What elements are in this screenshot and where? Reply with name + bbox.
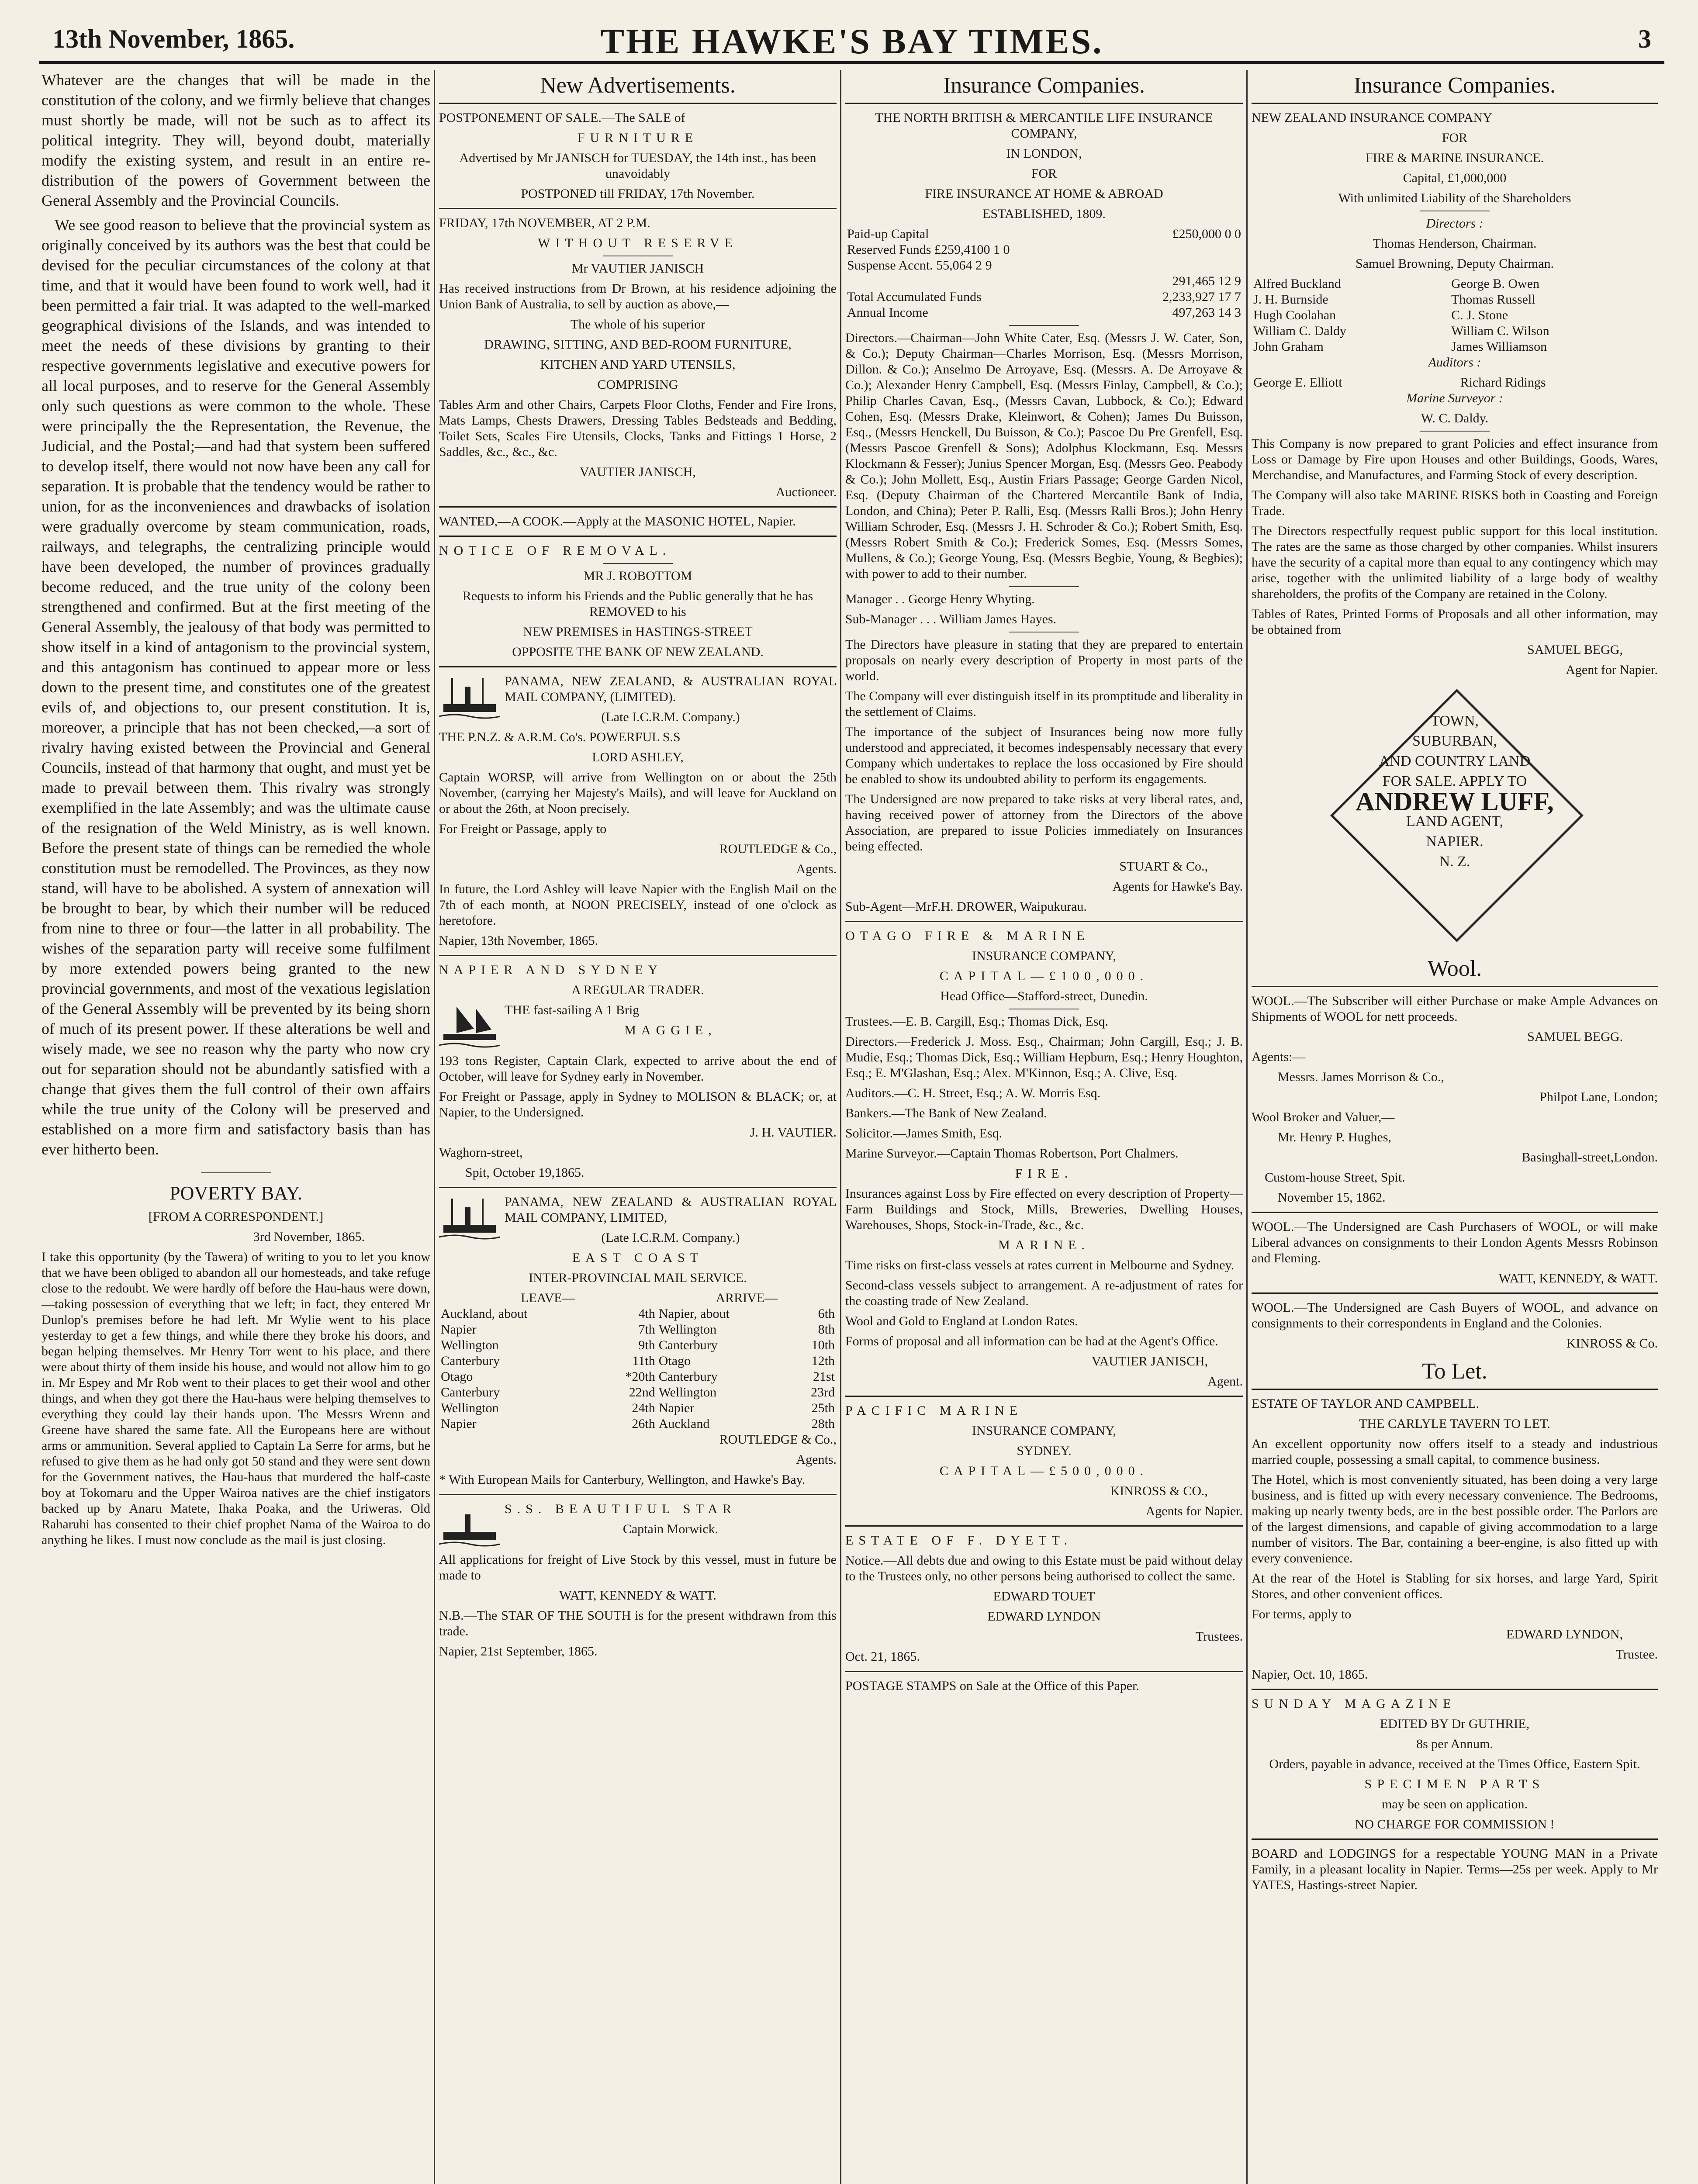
- director-row: [1252, 323, 1658, 339]
- tolet-para: At the rear of the Hotel is Stabling for six horses, and large Yard, Spirit Stores, and other convenient offices.: [1252, 1571, 1658, 1601]
- napier-sydney-sign: J. H. VAUTIER.: [750, 1125, 837, 1140]
- schedule-row-cell: Napier: [441, 1322, 477, 1337]
- schedule-row-cell: Wellington: [658, 1385, 717, 1400]
- funds-row-cell: £250,000 0 0: [1172, 227, 1241, 241]
- director-row-cell: C. J. Stone: [1451, 308, 1508, 322]
- luff-nz: N. Z.: [1439, 854, 1470, 870]
- schedule-row: [439, 1306, 837, 1322]
- schedule-row-cell: 12th: [811, 1354, 835, 1368]
- schedule-row-cell: Canterbury: [658, 1338, 718, 1352]
- panama-note: * With European Mails for Canterbury, Wellington, and Hawke's Bay.: [439, 1472, 806, 1487]
- nz-para: The Directors respectfully request public support for this local institution. The rates are the same as those charged by other companies. Whilst insurers have the security of a capital more than equal to any contingency which may arise, together with the unlimited liability of a large body of wealthy shareholders, the profits of the Company are retained in the Colony.: [1252, 524, 1658, 601]
- sale-reserve: WITHOUT RESERVE: [538, 236, 738, 250]
- nz-auditors-heading: Auditors :: [1428, 355, 1481, 370]
- nb-for: FOR: [1031, 166, 1057, 181]
- nz-para: This Company is now prepared to grant Policies and effect insurance from Loss or Damage by Fire upon Houses and other Buildings, Goods, Wares, Merchandise, and Manufactures, and Farming Stock of every description.: [1252, 436, 1658, 482]
- pacific-marine-advert: [845, 1403, 1243, 1519]
- funds-row: [845, 258, 1243, 273]
- otago-bankers: Bankers.—The Bank of New Zealand.: [845, 1106, 1047, 1120]
- removal-body: Requests to inform his Friends and the Public generally that he has REMOVED to his: [462, 589, 813, 619]
- otago-fire-heading: FIRE.: [1015, 1166, 1073, 1181]
- panama-agents: Agents.: [796, 1452, 837, 1467]
- schedule-row-cell: Auckland: [658, 1417, 710, 1431]
- napier-sydney-lead: THE fast-sailing A 1 Brig: [505, 1003, 640, 1017]
- nb-submanager: Sub-Manager . . . William James Hayes.: [845, 612, 1057, 626]
- panama-title: PANAMA, NEW ZEALAND & AUSTRALIAN ROYAL MAIL COMPANY, LIMITED,: [505, 1195, 837, 1225]
- luff-line: AND COUNTRY LAND: [1379, 753, 1531, 769]
- removal-title: NOTICE OF REMOVAL.: [439, 543, 671, 558]
- nz-agent-for: Agent for Napier.: [1566, 663, 1658, 677]
- otago-solicitor: Solicitor.—James Smith, Esq.: [845, 1126, 1003, 1140]
- sunday-magazine-advert: [1252, 1696, 1658, 1832]
- nz-directors-table: [1252, 276, 1658, 355]
- otago-marine-para: Second-class vessels subject to arrangement. A re-adjustment of rates for the coasting trade of New Zealand.: [845, 1278, 1243, 1308]
- schedule-row-cell: Wellington: [441, 1338, 499, 1352]
- wool-agent-line: Philpot Lane, London;: [1539, 1090, 1658, 1104]
- wool-body: WOOL.—The Undersigned are Cash Purchasers of WOOL, or will make Liberal advances on consignments to their London Agents Messrs Robinson and Fleming.: [1252, 1220, 1658, 1265]
- nz-liability: With unlimited Liability of the Shareholders: [1338, 191, 1571, 205]
- advert-item: FURNITURE: [577, 131, 699, 145]
- advert-date: POSTPONED till FRIDAY, 17th November.: [521, 187, 755, 201]
- panama-lord-ashley-advert: [439, 674, 837, 949]
- director-row: [1252, 339, 1658, 355]
- schedule-row-cell: Wellington: [441, 1401, 499, 1415]
- dyett-date: Oct. 21, 1865.: [845, 1649, 920, 1664]
- nz-chairman: Thomas Henderson, Chairman.: [1373, 236, 1537, 251]
- panama-agents: Agents.: [796, 862, 837, 876]
- sale-date: FRIDAY, 17th NOVEMBER, AT 2 P.M.: [439, 216, 650, 230]
- funds-row-cell: 497,263 14 3: [1172, 305, 1241, 320]
- director-row-cell: John Graham: [1253, 339, 1324, 354]
- nb-agents-for: Agents for Hawke's Bay.: [1112, 879, 1243, 894]
- column-rule: [434, 70, 435, 2184]
- beautiful-star-advert: [439, 1501, 837, 1659]
- star-date: Napier, 21st September, 1865.: [439, 1644, 598, 1659]
- schedule-row-cell: 8th: [818, 1322, 835, 1337]
- sale-items: Tables Arm and other Chairs, Carpets Floor Cloths, Fender and Fire Irons, Mats Lamps, Chests Drawers, Dressing Tables Bedsteads and Bedding, Toilet Sets, Scales Fire Utensils, Clocks, Tanks and Fittings 1 Horse, 2 Saddles, &c., &c., &c.: [439, 397, 837, 459]
- schedule-row-cell: 21st: [813, 1369, 835, 1384]
- panama-agent: ROUTLEDGE & Co.,: [719, 842, 837, 856]
- otago-capital: CAPITAL—£100,000.: [939, 969, 1149, 983]
- editorial-paragraph: We see good reason to believe that the provincial system as originally conceived by its authors was the best that could be devised for the peculiar circumstances of the colony at that time, and that it would have been found to work well, had it been permitted a fair trial. It was adapted to the well-marked geographical divisions of the Islands, and was intended to meet the needs of these divisions by granting to their respective governments legislative and executive powers for all local purposes, and to reserve for the General Assembly only such questions as were common to the whole. These were principally the the Representation, the Revenue, the Judicial, and the Postal;—and had that system been suffered to develop itself, there would not now have been any call for separation. It is probable that the tendency would be rather to union, for as the inconveniences and drawbacks of isolation were gradually overcome by steam communication, roads, railways, and telegraphs, the centralizing principle would have been developed, the number of provinces gradually become reduced, and the true unity of the colony been strengthened and confirmed. But at the first meeting of the General Assembly, the jealousy of that body was permitted to show itself in a kind of antagonism to the provincial system, and this antagonism has continued to appear more or less down to the present time, and constitutes one of the greatest evils of, and objections to, our present constitution. It is, moreover, a principle that has not been checked,—a sort of rivalry having existed between the Provincial and General Councils, instead of that harmony that ought, and must yet be made to prevail between them. This rivalry was strongly exemplified in the late Assembly; and was the ultimate cause of the resignation of the Weld Ministry, as is well known. Before the present state of things can be remedied the whole constitution must be remodelled. The Provinces, as they now stand, will have to be abolished. A system of annexation will be brought to bear, by which their number will be reduced from nine to three or four—the latter in all probability. The wishes of the separation party will receive some fulfilment by more extended powers being granted to the new provincial governments, and most of the vexatious legislation of the General Assembly will be prevented by its being shorn of much of its present power. If these alterations be well and wisely made, we see no reason why the party who now cry out for separation should not be abundantly satisfied with a change that gives them the full control of their own affairs while the true unity of the Colony will be preserved and established on a more firm and satisfactory basis than has ever hitherto been.: [41, 216, 430, 1158]
- tolet-para: An excellent opportunity now offers itself to a steady and industrious married couple, possessing a small capital, to commence business.: [1252, 1437, 1658, 1467]
- steamship-icon: [439, 674, 500, 722]
- nb-para: The Company will ever distinguish itself in its promptitude and liberality in the settlement of Claims.: [845, 689, 1243, 719]
- wool-sign: SAMUEL BEGG.: [1527, 1030, 1623, 1044]
- schedule-row-cell: 6th: [818, 1306, 835, 1321]
- schedule-row-cell: Canterbury: [441, 1385, 500, 1400]
- sale-whole: The whole of his superior: [570, 317, 705, 332]
- wool-agent-line: Basinghall-street,London.: [1522, 1150, 1658, 1165]
- schedule-row-cell: 22nd: [629, 1385, 655, 1400]
- column-heading: Insurance Companies.: [1252, 70, 1658, 104]
- funds-row-cell: Suspense Accnt. 55,064 2 9: [847, 258, 992, 273]
- sunday-nocharge: NO CHARGE FOR COMMISSION !: [1355, 1817, 1555, 1832]
- funds-row-cell: [845, 273, 1111, 289]
- panama-future: In future, the Lord Ashley will leave Napier with the English Mail on the 7th of each month, at NOON PRECISELY, instead of one o'clock as heretofore.: [439, 882, 837, 928]
- nb-para: The Directors have pleasure in stating that they are prepared to entertain proposals on nearly every description of Property in most parts of the world.: [845, 637, 1243, 683]
- pacific-city: SYDNEY.: [1017, 1444, 1072, 1458]
- removal-premises: NEW PREMISES in HASTINGS-STREET: [523, 625, 753, 639]
- sale-kitchen: KITCHEN AND YARD UTENSILS,: [540, 357, 736, 372]
- funds-row: [845, 289, 1243, 305]
- north-british-advert: [845, 110, 1243, 915]
- wool-sign: KINROSS & Co.: [1566, 1336, 1658, 1351]
- panama-route: EAST COAST: [572, 1251, 704, 1265]
- schedule-row: [439, 1353, 837, 1369]
- column-rule: [840, 70, 841, 2184]
- insurance-wool-column: [1252, 70, 1658, 2184]
- column-heading: New Advertisements.: [439, 70, 837, 104]
- schedule-row-cell: 11th: [632, 1354, 655, 1368]
- funds-row-cell: Total Accumulated Funds: [847, 290, 982, 304]
- dyett-body: Notice.—All debts due and owing to this Estate must be paid without delay to the Trustees only, no other persons being authorised to collect the same.: [845, 1553, 1243, 1583]
- nz-fire: FIRE & MARINE INSURANCE.: [1365, 151, 1544, 165]
- funds-row: [845, 305, 1243, 321]
- schedule-row-cell: 25th: [811, 1401, 835, 1415]
- wool-body: WOOL.—The Subscriber will either Purchase or make Ample Advances on Shipments of WOOL for nett proceeds.: [1252, 994, 1658, 1024]
- director-row-cell: William C. Wilson: [1451, 324, 1549, 338]
- sunday-editor: EDITED BY Dr GUTHRIE,: [1380, 1717, 1530, 1731]
- poverty-bay-date: 3rd November, 1865.: [253, 1230, 365, 1244]
- wool-agent-line: November 15, 1862.: [1278, 1190, 1386, 1205]
- star-nb: N.B.—The STAR OF THE SOUTH is for the present withdrawn from this trade.: [439, 1608, 837, 1638]
- schedule-row-cell: 23rd: [811, 1385, 835, 1400]
- nz-deputy: Samuel Browning, Deputy Chairman.: [1355, 256, 1554, 271]
- otago-auditors: Auditors.—C. H. Street, Esq.; A. W. Morris Esq.: [845, 1086, 1101, 1100]
- luff-line: FOR SALE. APPLY TO: [1382, 773, 1527, 789]
- luff-line: TOWN,: [1431, 713, 1479, 729]
- schedule-row: [439, 1385, 837, 1400]
- director-row-cell: George B. Owen: [1451, 276, 1540, 291]
- nz-insurance-advert: [1252, 110, 1658, 678]
- star-body: All applications for freight of Live Stock by this vessel, must in future be made to: [439, 1552, 837, 1583]
- nz-surveyor: W. C. Daldy.: [1421, 411, 1489, 425]
- nz-for: FOR: [1442, 131, 1468, 145]
- sunday-title: SUNDAY MAGAZINE: [1252, 1697, 1456, 1711]
- pacific-title: PACIFIC MARINE: [845, 1403, 1023, 1418]
- cook-wanted-advert: WANTED,—A COOK.—Apply at the MASONIC HOTEL, Napier.: [439, 514, 796, 529]
- nb-funds-table: [845, 226, 1243, 321]
- nb-fire: FIRE INSURANCE AT HOME & ABROAD: [925, 187, 1163, 201]
- pacific-agents-for: Agents for Napier.: [1145, 1504, 1243, 1518]
- luff-town: NAPIER.: [1426, 833, 1484, 850]
- star-agent: WATT, KENNEDY & WATT.: [559, 1588, 716, 1603]
- dyett-trustee: EDWARD TOUET: [993, 1589, 1095, 1603]
- andrew-luff-advert: [1332, 691, 1577, 936]
- director-row: [1252, 292, 1658, 308]
- schedule-row-cell: Canterbury: [658, 1369, 718, 1384]
- nz-agent: SAMUEL BEGG,: [1527, 643, 1623, 657]
- director-row-cell: Hugh Coolahan: [1253, 308, 1336, 322]
- sale-rooms: DRAWING, SITTING, AND BED-ROOM FURNITURE,: [484, 337, 792, 352]
- otago-marine-para: Forms of proposal and all information can be had at the Agent's Office.: [845, 1334, 1218, 1348]
- napier-sydney-body: 193 tons Register, Captain Clark, expected to arrive about the end of October, will leave for Sydney early in November.: [439, 1054, 837, 1084]
- insurance-column: [845, 70, 1243, 2184]
- schedule-row-cell: Napier, about: [658, 1306, 730, 1321]
- sunday-orders: Orders, payable in advance, received at the Times Office, Eastern Spit.: [1269, 1757, 1640, 1771]
- pacific-company: INSURANCE COMPANY,: [972, 1424, 1117, 1438]
- schedule-row: [439, 1416, 837, 1432]
- tolet-para: For terms, apply to: [1252, 1607, 1352, 1621]
- nz-title: NEW ZEALAND INSURANCE COMPANY: [1252, 111, 1492, 125]
- wool-agent-line: Mr. Henry P. Hughes,: [1278, 1130, 1391, 1144]
- editorial-paragraph: Whatever are the changes that will be made in the constitution of the colony, and we firmly believe that changes must shortly be made, will not be such as to affect its political integrity. They will, beyond doubt, materially modify the existing system, and result in an entire re-distribution of the powers of Government between the General Assembly and the Provincial Councils.: [41, 71, 430, 209]
- postponement-advert: [439, 110, 837, 202]
- nz-auditors-table: [1252, 375, 1658, 390]
- tolet-sign: EDWARD LYNDON,: [1506, 1627, 1623, 1641]
- sunday-specimen: SPECIMEN PARTS: [1364, 1777, 1545, 1791]
- director-row-cell: Thomas Russell: [1451, 292, 1535, 307]
- schedule-row-cell: 24th: [632, 1401, 655, 1415]
- otago-agent-word: Agent.: [1207, 1374, 1243, 1389]
- otago-insurance-advert: [845, 928, 1243, 1389]
- napier-sydney-addr: Waghorn-street,: [439, 1145, 523, 1160]
- nb-manager: Manager . . George Henry Whyting.: [845, 592, 1035, 606]
- otago-marine-para: Time risks on first-class vessels at rates current in Melbourne and Sydney.: [845, 1258, 1235, 1272]
- schedule-row-cell: 4th: [638, 1306, 655, 1321]
- schedule-row: [439, 1322, 837, 1337]
- poverty-bay-title: POVERTY BAY.: [169, 1182, 302, 1204]
- schedule-header: ARRIVE—: [716, 1291, 778, 1305]
- pacific-capital: CAPITAL—£500,000.: [939, 1464, 1149, 1478]
- board-lodging-advert: BOARD and LODGINGS for a respectable YOUNG MAN in a Private Family, in a pleasant locality in Napier. Terms—25s per week. Apply to Mr YATES, Hastings-street Napier.: [1252, 1846, 1658, 1892]
- tolet-para: The Hotel, which is most conveniently situated, has been doing a very large business, and is fitted up with every necessary convenience. The Bedrooms, making up nearly twenty beds, are in the best possible order. The Parlors are of the largest dimensions, and capable of giving accommodation to a large number of visitors. The Bar, containing a beer-engine, is also fitted up with every convenience.: [1252, 1472, 1658, 1565]
- poverty-bay-body: I take this opportunity (by the Tawera) of writing to you to let you know that we have been obliged to abandon all our homesteads, and take refuge close to the redoubt. We were hardly off before the Hau-haus were down,—taking possession of everything that we left; in fact, they entered Mr Dunlop's premises before he had left. Mr Wylie went to his place yesterday to get a few things, and while there they broke his doors, and began helping themselves. Mr Henry Torr went to his place, and there were about thirty of them inside his house, and would not allow him to go in. Mr Espey and Mr Rob went to their places to get their wool and other things, and when they got there the Hau-haus were helping themselves to everything they could lay their hands upon. The Messrs Wrenn and Greene have shared the same fate. All the Europeans here are without arms or ammunition. Several applied to Captain La Serre for arms, but he refused to give them as he had only got 50 stand and they were sent down for the Government natives, the Hau-haus that murdered the half-caste boy at Tokomaru and the Upper Wairoa natives are the chief instigators backed up by Anaru Matete, Ihaka Poaka, and the Uriweras. Old Raharuhi has consented to their chief prophet Nama of the Wairoa to do anything he likes. I must now conclude as the mail is just closing.: [41, 1250, 430, 1547]
- advert-lead: POSTPONEMENT OF SALE.—The SALE of: [439, 111, 685, 125]
- nb-para: The importance of the subject of Insurances being now more fully understood and appreciated, it becomes indespensably necessary that every Company which undertakes to replace the loss occasioned by Fire should be enabled to show its undoubted ability to perform its engagements.: [845, 725, 1243, 786]
- wool-agent-line: Custom-house Street, Spit.: [1265, 1170, 1405, 1185]
- wool-begg-advert: [1252, 993, 1658, 1206]
- funds-row-cell: 291,465 12 9: [1172, 274, 1241, 288]
- luff-role: LAND AGENT,: [1406, 813, 1504, 829]
- funds-row-cell: Annual Income: [847, 305, 928, 320]
- otago-marine-heading: MARINE.: [998, 1238, 1090, 1252]
- column-heading: Wool.: [1252, 953, 1658, 987]
- wool-kinross-advert: [1252, 1300, 1658, 1351]
- napier-sydney-sub: A REGULAR TRADER.: [571, 983, 704, 997]
- sale-role: Auctioneer.: [775, 485, 837, 499]
- funds-row-cell: 2,233,927 17 7: [1162, 290, 1241, 304]
- newspaper-title: THE HAWKE'S BAY TIMES.: [600, 21, 1103, 61]
- funds-row: [845, 273, 1243, 289]
- ship-name: MAGGIE,: [624, 1023, 717, 1037]
- sunday-seen: may be seen on application.: [1381, 1797, 1528, 1811]
- nz-capital: Capital, £1,000,000: [1403, 171, 1507, 185]
- otago-title: OTAGO FIRE & MARINE: [845, 929, 1090, 943]
- schedule-row-cell: *20th: [625, 1369, 655, 1384]
- schedule-row-cell: 7th: [638, 1322, 655, 1337]
- director-row-cell: J. H. Burnside: [1253, 292, 1328, 307]
- otago-trustees: Trustees.—E. B. Cargill, Esq.; Thomas Dick, Esq.: [845, 1014, 1108, 1029]
- schedule-header: LEAVE—: [521, 1291, 575, 1305]
- editorial-column: [41, 70, 430, 2184]
- wool-watt-advert: [1252, 1219, 1658, 1286]
- luff-name: ANDREW LUFF,: [1356, 787, 1554, 816]
- dyett-title: ESTATE OF F. DYETT.: [845, 1533, 1073, 1548]
- schedule-row: [439, 1369, 837, 1385]
- nz-para: The Company will also take MARINE RISKS both in Coasting and Foreign Trade.: [1252, 488, 1658, 518]
- nz-auditor: Richard Ridings: [1460, 375, 1546, 390]
- schedule-row-cell: Napier: [441, 1417, 477, 1431]
- advert-body: Advertised by Mr JANISCH for TUESDAY, the 14th inst., has been unavoidably: [459, 151, 816, 181]
- schedule-row-cell: Napier: [658, 1401, 695, 1415]
- nz-para: Tables of Rates, Printed Forms of Proposals and all other information, may be obtained from: [1252, 607, 1658, 637]
- funds-row-cell: [1111, 258, 1243, 273]
- star-captain: Captain Morwick.: [622, 1522, 719, 1536]
- schedule-row-cell: Otago: [441, 1369, 473, 1384]
- napier-sydney-addr: Spit, October 19,1865.: [465, 1165, 584, 1180]
- funds-row-cell: Reserved Funds £259,4100 1 0: [847, 242, 1010, 257]
- removal-name: MR J. ROBOTTOM: [583, 569, 692, 583]
- nb-directors: Directors.—Chairman—John White Cater, Esq. (Messrs J. W. Cater, Son, & Co.); Deputy Chairman—Charles Morrison, Esq. (Messrs Morrison, Dillon. & Co.); Anselmo De Arroyave, Esq. (Messrs. A. De Arroyave & Co.); Alexander Henry Campbell, Esq. (Messrs Finlay, Campbell, & Co.); Philip Charles Cavan, Esq., (Messrs Cavan, Lubbock, & Co.); Edward Cohen, Esq. (Messrs Drake, Kleinwort, & Cohen); James Du Buisson, Esq., (Messrs Henckell, Du Buisson, & Co.); Pascoe Du Pre Grenfell, Esq. (Messrs Pascoe Grenfell & Sons); Adolphus Klockmann, Esq. Messrs Klockmann & Fesser); Junius Spencer Morgan, Esq. (Messrs Geo. Peabody & Co.); John Mollett, Esq., Austin Friars Passage; George Garden Nicol, Esq. (Deputy Chairman of the Chartered Mercantile Bank of India, London, and China); Peter P. Ralli, Esq. (Messrs Ralli Bros.); John Henry William Schroder, Esq. (Messrs J. H. Schroder & Co.); Robert Smith, Esq. (Messrs Robert Smith & Co.); Frederick Somes, Esq. (Messrs Somes, Mullens, & Co.); George Young, Esq. (Messrs Begbie, Young, & Begbies); with power to add to their number.: [845, 331, 1243, 581]
- panama-title: PANAMA, NEW ZEALAND, & AUSTRALIAN ROYAL MAIL COMPANY, (LIMITED).: [505, 674, 837, 704]
- nb-title: THE NORTH BRITISH & MERCANTILE LIFE INSURANCE COMPANY,: [875, 111, 1213, 141]
- nb-agent: STUART & Co.,: [1119, 859, 1208, 874]
- wool-agent-line: Messrs. James Morrison & Co.,: [1278, 1070, 1444, 1084]
- sunday-price: 8s per Annum.: [1416, 1737, 1493, 1751]
- panama-service: INTER-PROVINCIAL MAIL SERVICE.: [529, 1271, 747, 1285]
- sale-comprising: COMPRISING: [597, 377, 678, 392]
- auctioneer-name: Mr VAUTIER JANISCH: [571, 261, 704, 276]
- column-heading: To Let.: [1252, 1356, 1658, 1390]
- otago-agent: VAUTIER JANISCH,: [1091, 1354, 1208, 1368]
- funds-row-cell: [1111, 242, 1243, 258]
- napier-sydney-advert: [439, 962, 837, 1181]
- director-row-cell: William C. Daldy: [1253, 324, 1346, 338]
- nb-est: ESTABLISHED, 1809.: [982, 207, 1106, 221]
- luff-line: SUBURBAN,: [1412, 733, 1497, 749]
- star-title: S.S. BEAUTIFUL STAR: [505, 1502, 737, 1516]
- otago-surveyor: Marine Surveyor.—Captain Thomas Robertson, Port Chalmers.: [845, 1146, 1179, 1161]
- director-row-cell: James Williamson: [1451, 339, 1547, 354]
- page-number: 3: [1638, 24, 1651, 53]
- tolet-title: ESTATE OF TAYLOR AND CAMPBELL.: [1252, 1396, 1480, 1411]
- wool-sign: WATT, KENNEDY, & WATT.: [1498, 1271, 1658, 1286]
- tolet-role: Trustee.: [1615, 1647, 1658, 1662]
- dyett-estate-advert: [845, 1533, 1243, 1665]
- nb-subagent: Sub-Agent—MrF.H. DROWER, Waipukurau.: [845, 899, 1087, 914]
- dyett-trustees: Trustees.: [1195, 1629, 1243, 1644]
- funds-row: [845, 242, 1243, 258]
- panama-vessel: THE P.N.Z. & A.R.M. Co's. POWERFUL S.S: [439, 730, 681, 744]
- wool-agents-heading: Agents:—: [1252, 1050, 1306, 1064]
- nz-auditor: George E. Elliott: [1253, 375, 1342, 390]
- furniture-sale-advert: [439, 215, 837, 500]
- schedule-row-cell: Canterbury: [441, 1354, 500, 1368]
- schedule-row-cell: Otago: [658, 1354, 691, 1368]
- otago-company: INSURANCE COMPANY,: [972, 949, 1117, 963]
- schedule-row-cell: 26th: [632, 1417, 655, 1431]
- sale-body: Has received instructions from Dr Brown, at his residence adjoining the Union Bank of Australia, to sell by auction as above,—: [439, 281, 837, 311]
- nb-city: IN LONDON,: [1006, 146, 1082, 161]
- otago-fire-body: Insurances against Loss by Fire effected on every description of Property—Farm Buildings and Stock, Mills, Breweries, Dwelling Houses, Warehouses, Shops, Stock-in-Trade, &c., &c.: [845, 1186, 1243, 1232]
- removal-advert: [439, 543, 837, 660]
- steamship-icon: [439, 1501, 500, 1549]
- steamship-icon: [439, 1194, 500, 1242]
- schedule-row-cell: Auckland, about: [441, 1306, 528, 1321]
- column-rule: [1246, 70, 1248, 2184]
- director-row: [1252, 276, 1658, 292]
- otago-marine-para: Wool and Gold to England at London Rates.: [845, 1314, 1078, 1328]
- carlyle-tavern-advert: [1252, 1396, 1658, 1683]
- panama-agent: ROUTLEDGE & Co.,: [719, 1432, 837, 1447]
- new-advertisements-column: [439, 70, 837, 2184]
- wool-body: WOOL.—The Undersigned are Cash Buyers of WOOL, and advance on consignments to their correspondents in England and the Colonies.: [1252, 1300, 1658, 1330]
- funds-row-cell: Paid-up Capital: [847, 227, 929, 241]
- schedule-row: [439, 1400, 837, 1416]
- nz-surveyor-heading: Marine Surveyor :: [1406, 391, 1503, 405]
- otago-directors: Directors.—Frederick J. Moss. Esq., Chairman; John Cargill, Esq.; J. B. Mudie, Esq.; Thomas Dick, Esq.; William Hepburn, Esq.; Henry Houghton, Esq.; E. M'Glashan, Esq.; Alex. M'Kinnon, Esq.; A. Clive, Esq.: [845, 1034, 1243, 1080]
- column-heading: Insurance Companies.: [845, 70, 1243, 104]
- schedule-row-cell: Wellington: [658, 1322, 717, 1337]
- schedule-row-cell: 10th: [811, 1338, 835, 1352]
- nb-para: The Undersigned are now prepared to take risks at very liberal rates, and, having received power of attorney from the Directors of the above Association, are prepared to issue Policies immediately on Insurances being effected.: [845, 792, 1243, 854]
- dyett-trustee: EDWARD LYNDON: [987, 1609, 1101, 1624]
- schedule-row: [439, 1337, 837, 1353]
- panama-freight: For Freight or Passage, apply to: [439, 822, 607, 836]
- sailing-ship-icon: [439, 1002, 500, 1051]
- pacific-agent: KINROSS & CO.,: [1110, 1484, 1208, 1498]
- panama-late: (Late I.C.R.M. Company.): [601, 710, 740, 724]
- postage-stamps-advert: POSTAGE STAMPS on Sale at the Office of this Paper.: [845, 1679, 1139, 1693]
- nz-directors-heading: Directors :: [1426, 216, 1484, 231]
- tolet-sub: THE CARLYLE TAVERN TO LET.: [1359, 1417, 1550, 1431]
- funds-row: [845, 226, 1243, 242]
- poverty-bay-subtitle: [FROM A CORRESPONDENT.]: [148, 1209, 324, 1224]
- tolet-date: Napier, Oct. 10, 1865.: [1252, 1667, 1368, 1682]
- schedule-row-cell: 28th: [811, 1417, 835, 1431]
- schedule-row-cell: 9th: [638, 1338, 655, 1352]
- otago-office: Head Office—Stafford-street, Dunedin.: [940, 989, 1148, 1003]
- schedule-table: [439, 1290, 837, 1432]
- issue-date: 13th November, 1865.: [52, 24, 295, 53]
- panama-east-coast-advert: [439, 1194, 837, 1488]
- panama-body: Captain WORSP, will arrive from Wellington on or about the 25th November, (carrying her Majesty's Mails), and will leave for Auckland on or about the 26th, at Noon precisely.: [439, 770, 837, 816]
- sale-signature: VAUTIER JANISCH,: [579, 465, 696, 479]
- ship-name: LORD ASHLEY,: [592, 750, 684, 764]
- director-row: [1252, 308, 1658, 323]
- panama-late: (Late I.C.R.M. Company.): [601, 1230, 740, 1245]
- director-row-cell: Alfred Buckland: [1253, 276, 1341, 291]
- removal-opposite: OPPOSITE THE BANK OF NEW ZEALAND.: [512, 645, 764, 659]
- napier-sydney-freight: For Freight or Passage, apply in Sydney to MOLISON & BLACK; or, at Napier, to the Undersigned.: [439, 1089, 837, 1120]
- panama-date: Napier, 13th November, 1865.: [439, 933, 598, 948]
- napier-sydney-title: NAPIER AND SYDNEY: [439, 963, 663, 977]
- wool-agent-line: Wool Broker and Valuer,—: [1252, 1110, 1395, 1124]
- masthead: [39, 17, 1664, 64]
